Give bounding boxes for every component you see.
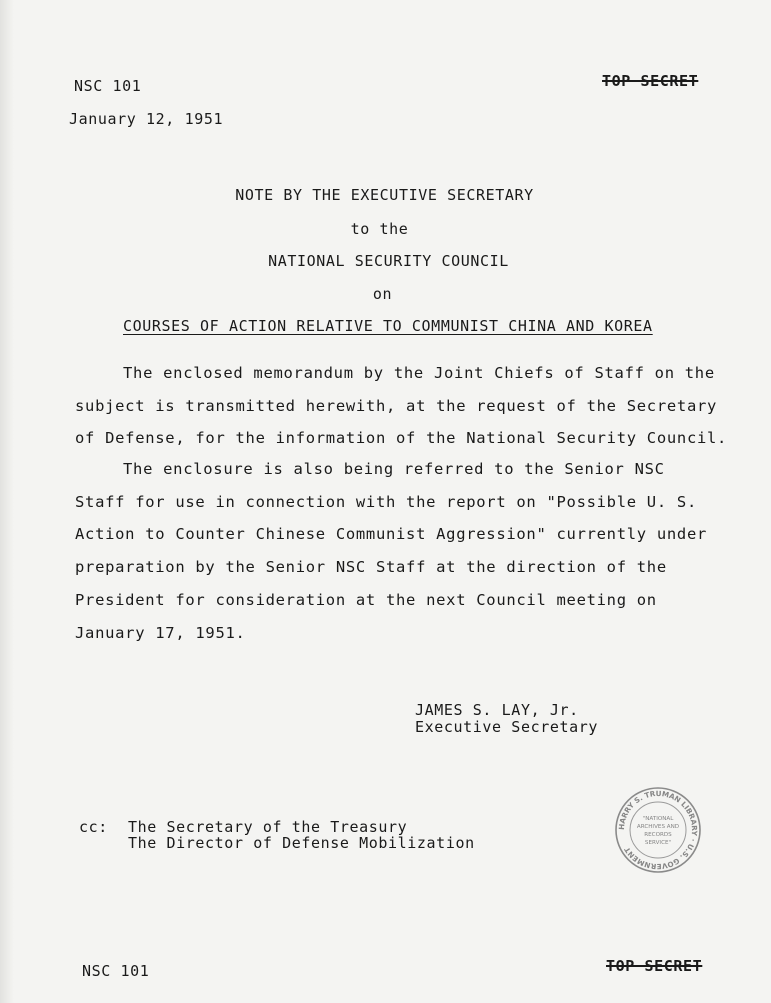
header-doc-id: NSC 101 [74, 77, 142, 95]
stamp-inner-line-2: ARCHIVES AND [636, 824, 680, 830]
paragraph-1-line-1: The enclosed memorandum by the Joint Chiefs of Staff on the [123, 364, 715, 382]
header-classification: TOP SECRET [602, 72, 699, 90]
footer-classification: TOP SECRET [606, 957, 703, 975]
paragraph-2-line-6: January 17, 1951. [75, 624, 246, 642]
archive-seal-stamp [614, 786, 702, 874]
title-line-4: on [372, 285, 393, 303]
signature-title: Executive Secretary [415, 718, 598, 736]
title-line-1: NOTE BY THE EXECUTIVE SECRETARY [235, 186, 534, 204]
paragraph-2-line-2: Staff for use in connection with the report on "Possible U. S. [75, 493, 697, 511]
subject-line: COURSES OF ACTION RELATIVE TO COMMUNIST CHINA AND KOREA [123, 317, 653, 335]
svg-text:HARRY S. TRUMAN LIBRARY · U.S. [617, 789, 699, 871]
stamp-inner-line-4: SERVICE" [644, 840, 672, 846]
signature-name: JAMES S. LAY, Jr. [415, 701, 579, 719]
paragraph-2-line-1: The enclosure is also being referred to the Senior NSC [123, 460, 665, 478]
stamp-inner-line-3: RECORDS [644, 832, 672, 838]
paragraph-1-line-3: of Defense, for the information of the National Security Council. [75, 429, 728, 447]
stamp-inner-line-1: "NATIONAL [642, 816, 674, 822]
footer-doc-id: NSC 101 [82, 962, 150, 980]
paragraph-1-line-2: subject is transmitted herewith, at the request of the Secretary [75, 397, 718, 415]
cc-label: cc: [79, 818, 108, 836]
paragraph-2-line-3: Action to Counter Chinese Communist Aggression" currently under [75, 525, 708, 543]
cc-recipient-2: The Director of Defense Mobilization [128, 834, 475, 852]
stamp-outer-text: HARRY S. TRUMAN LIBRARY · U.S. GOVERNMENT [616, 788, 700, 872]
paragraph-2-line-4: preparation by the Senior NSC Staff at the direction of the [75, 558, 667, 576]
document-date: January 12, 1951 [69, 110, 224, 128]
title-line-3: NATIONAL SECURITY COUNCIL [268, 252, 509, 270]
title-line-2: to the [350, 220, 409, 238]
page-edge-shadow [0, 0, 14, 1003]
paragraph-2-line-5: President for consideration at the next Council meeting on [75, 591, 657, 609]
cc-recipient-1: The Secretary of the Treasury [128, 818, 408, 836]
